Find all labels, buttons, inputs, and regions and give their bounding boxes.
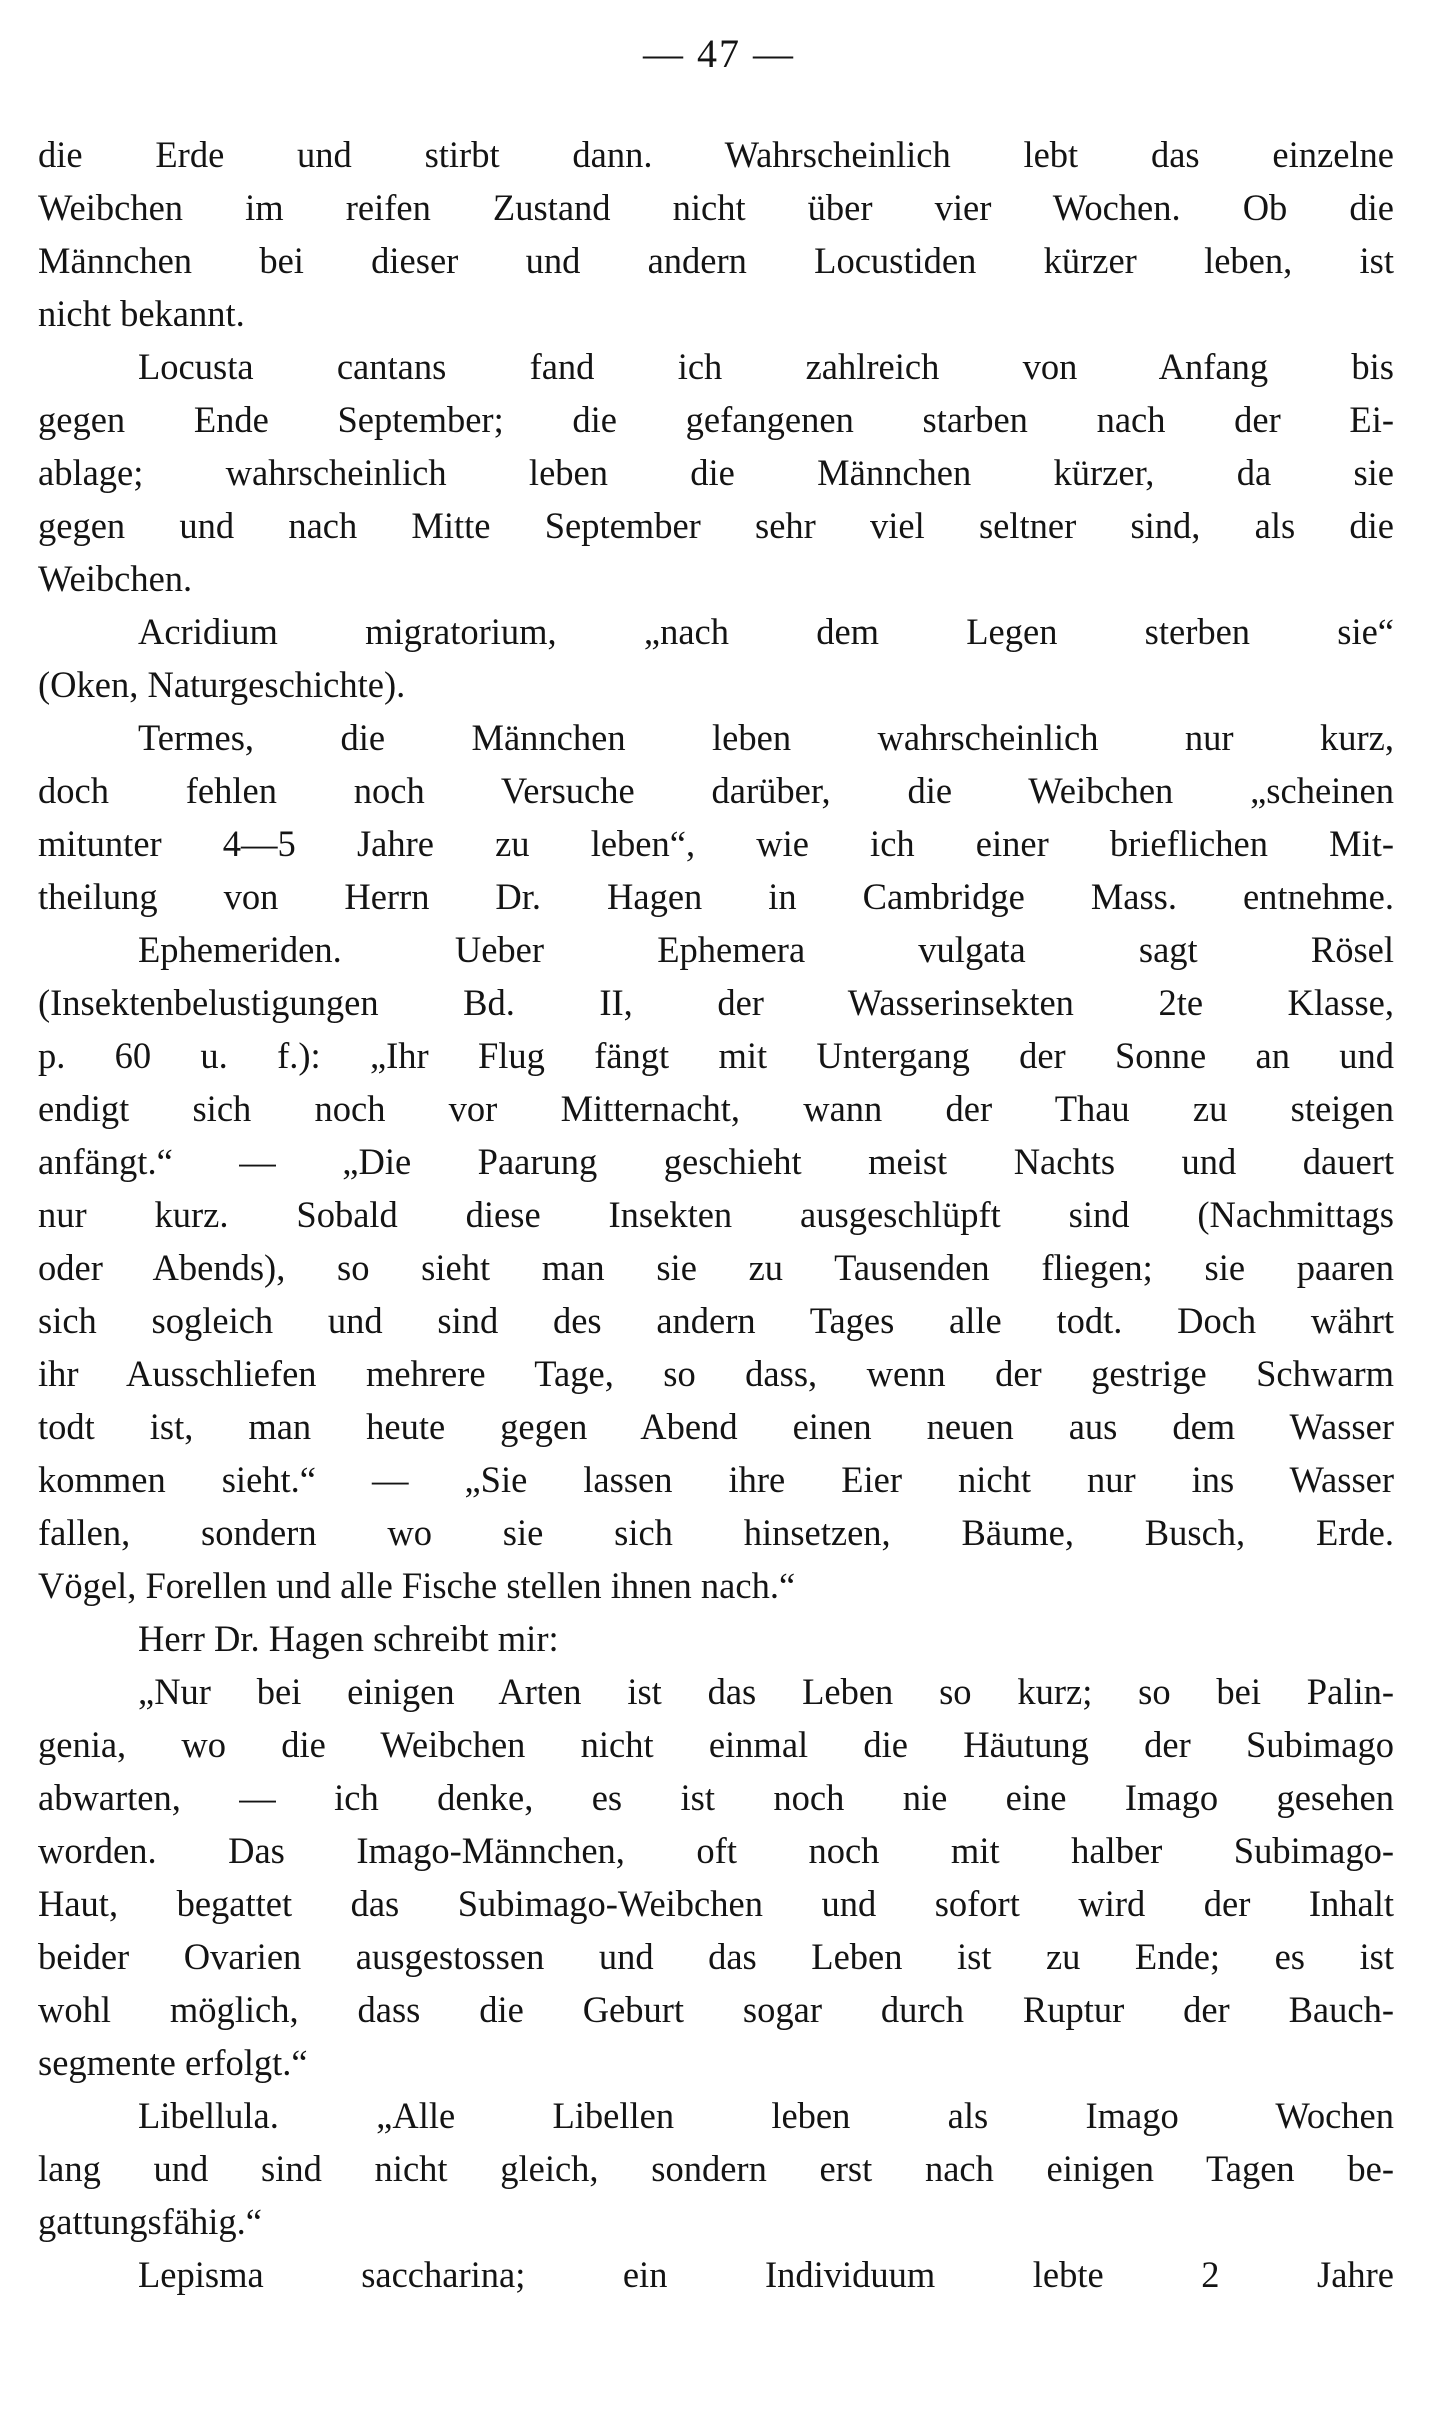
text-line: Libellula. „Alle Libellen leben als Imago Wochen: [138, 2095, 1394, 2136]
paragraph-1: [38, 128, 1394, 340]
paragraph-ephemeriden: [38, 923, 1394, 1612]
paragraph-acridium: [38, 605, 1394, 711]
text-line: doch fehlen noch Versuche darüber, die Weibchen „scheinen: [38, 770, 1394, 811]
text-line: (Insektenbelustigungen Bd. II, der Wasserinsekten 2te Klasse,: [38, 982, 1394, 1023]
text-line: sich sogleich und sind des andern Tages alle todt. Doch währt: [38, 1300, 1394, 1341]
paragraph-hagen-intro: [38, 1612, 1394, 1665]
paragraph-locusta: [38, 340, 1394, 605]
body-text: [38, 128, 1394, 2301]
text-line: gegen Ende September; die gefangenen starben nach der Ei-: [38, 399, 1394, 440]
text-line: theilung von Herrn Dr. Hagen in Cambridge Mass. entnehme.: [38, 876, 1394, 917]
text-line: worden. Das Imago-Männchen, oft noch mit halber Subimago-: [38, 1830, 1394, 1871]
text-line: abwarten, — ich denke, es ist noch nie eine Imago gesehen: [38, 1777, 1394, 1818]
paragraph-libellula: [38, 2089, 1394, 2248]
text-line: lang und sind nicht gleich, sondern erst nach einigen Tagen be-: [38, 2148, 1394, 2189]
text-line: Termes, die Männchen leben wahrscheinlich nur kurz,: [138, 717, 1394, 758]
text-line: todt ist, man heute gegen Abend einen neuen aus dem Wasser: [38, 1406, 1394, 1447]
text-line: die Erde und stirbt dann. Wahrscheinlich lebt das einzelne: [38, 134, 1394, 175]
text-line: kommen sieht.“ — „Sie lassen ihre Eier nicht nur ins Wasser: [38, 1459, 1394, 1500]
text-line: p. 60 u. f.): „Ihr Flug fängt mit Untergang der Sonne an und: [38, 1035, 1394, 1076]
text-line: Locusta cantans fand ich zahlreich von Anfang bis: [138, 346, 1394, 387]
paragraph-lepisma: [38, 2248, 1394, 2301]
text-line: Herr Dr. Hagen schreibt mir:: [138, 1618, 559, 1659]
text-line: nur kurz. Sobald diese Insekten ausgeschlüpft sind (Nachmittags: [38, 1194, 1394, 1235]
text-line: endigt sich noch vor Mitternacht, wann der Thau zu steigen: [38, 1088, 1394, 1129]
text-line: gegen und nach Mitte September sehr viel seltner sind, als die: [38, 505, 1394, 546]
text-line: Haut, begattet das Subimago-Weibchen und sofort wird der Inhalt: [38, 1883, 1394, 1924]
text-line: (Oken, Naturgeschichte).: [38, 664, 406, 705]
text-line: segmente erfolgt.“: [38, 2042, 308, 2083]
text-line: wohl möglich, dass die Geburt sogar durch Ruptur der Bauch-: [38, 1989, 1394, 2030]
text-line: Männchen bei dieser und andern Locustiden kürzer leben, ist: [38, 240, 1394, 281]
text-line: Weibchen im reifen Zustand nicht über vier Wochen. Ob die: [38, 187, 1394, 228]
text-line: „Nur bei einigen Arten ist das Leben so kurz; so bei Palin-: [138, 1671, 1394, 1712]
text-line: gattungsfähig.“: [38, 2201, 263, 2242]
text-line: fallen, sondern wo sie sich hinsetzen, Bäume, Busch, Erde.: [38, 1512, 1394, 1553]
text-line: Lepisma saccharina; ein Individuum lebte 2 Jahre: [138, 2254, 1394, 2295]
text-line: Acridium migratorium, „nach dem Legen sterben sie“: [138, 611, 1394, 652]
text-line: beider Ovarien ausgestossen und das Leben ist zu Ende; es ist: [38, 1936, 1394, 1977]
text-line: oder Abends), so sieht man sie zu Tausenden fliegen; sie paaren: [38, 1247, 1394, 1288]
text-line: Weibchen.: [38, 558, 193, 599]
text-line: anfängt.“ — „Die Paarung geschieht meist Nachts und dauert: [38, 1141, 1394, 1182]
text-line: Ephemeriden. Ueber Ephemera vulgata sagt Rösel: [138, 929, 1394, 970]
text-line: genia, wo die Weibchen nicht einmal die Häutung der Subimago: [38, 1724, 1394, 1765]
text-line: ihr Ausschliefen mehrere Tage, so dass, wenn der gestrige Schwarm: [38, 1353, 1394, 1394]
page-number: — 47 —: [643, 31, 795, 76]
paragraph-hagen-quote: [38, 1665, 1394, 2089]
text-line: mitunter 4—5 Jahre zu leben“, wie ich einer brieflichen Mit-: [38, 823, 1394, 864]
paragraph-termes: [38, 711, 1394, 923]
text-line: ablage; wahrscheinlich leben die Männchen kürzer, da sie: [38, 452, 1394, 493]
text-line: Vögel, Forellen und alle Fische stellen ihnen nach.“: [38, 1565, 796, 1606]
text-line: nicht bekannt.: [38, 293, 245, 334]
